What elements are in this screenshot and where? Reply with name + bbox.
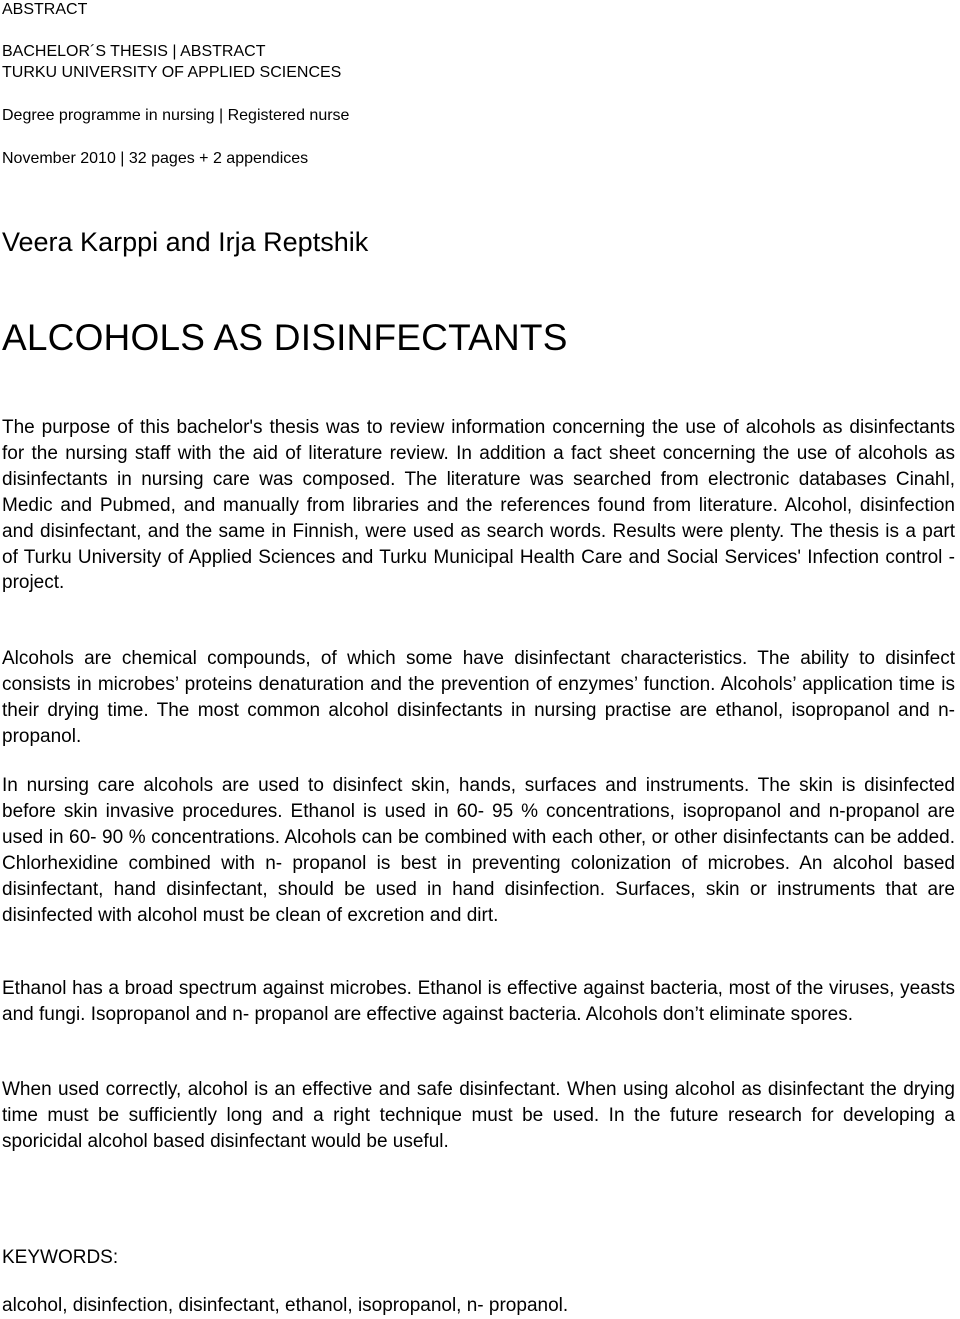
authors: Veera Karppi and Irja Reptshik	[2, 227, 369, 257]
abstract-paragraph-4: Ethanol has a broad spectrum against microbes. Ethanol is effective against bacteria, most of the viruses, yeasts and fungi. Isopropanol and n- propanol are effective against bacteria. Alcohols don’t eliminate spores.	[2, 978, 955, 1025]
top-label: ABSTRACT	[2, 1, 88, 18]
keywords-label: KEYWORDS:	[2, 1247, 119, 1268]
page-title: ALCOHOLS AS DISINFECTANTS	[2, 317, 568, 358]
abstract-paragraph-5: When used correctly, alcohol is an effective and safe disinfectant. When using alcohol as disinfectant the drying time must be sufficiently long and a right technique must be used. In the future research for developing a sporicidal alcohol based disinfectant would be useful.	[2, 1079, 955, 1152]
thesis-type: BACHELOR´S THESIS | ABSTRACT	[2, 43, 266, 60]
date-pages: November 2010 | 32 pages + 2 appendices	[2, 150, 309, 167]
abstract-paragraph-3: In nursing care alcohols are used to disinfect skin, hands, surfaces and instruments. The skin is disinfected before skin invasive procedures. Ethanol is used in 60- 95 % concentrations, isopropanol and n-propanol are used in 60- 90 % concentrations. Alcohols can be combined with each other, or other disinfectants can be added. Chlorhexidine combined with n- propanol is best in preventing colonization of microbes. An alcohol based disinfectant, hand disinfectant, should be used in hand disinfection. Surfaces, skin or instruments that are disinfected with alcohol must be clean of excretion and dirt.	[2, 775, 955, 926]
abstract-paragraph-2: Alcohols are chemical compounds, of which some have disinfectant characteristics. The ability to disinfect consists in microbes’ proteins denaturation and the prevention of enzymes’ function. Alcohols’ application time is their drying time. The most common alcohol disinfectants in nursing practise are ethanol, isopropanol and n- propanol.	[2, 648, 955, 747]
keywords-list: alcohol, disinfection, disinfectant, ethanol, isopropanol, n- propanol.	[2, 1295, 569, 1316]
institution: TURKU UNIVERSITY OF APPLIED SCIENCES	[2, 64, 342, 81]
programme: Degree programme in nursing | Registered nurse	[2, 107, 350, 124]
abstract-paragraph-1: The purpose of this bachelor's thesis was to review information concerning the use of alcohols as disinfectants for the nursing staff with the aid of literature review. In addition a fact sheet concerning the use of alcohols as disinfectants in nursing care was composed. The literature was searched from electronic databases Cinahl, Medic and Pubmed, and manually from libraries and the references found from literature. Alcohol, disinfection and disinfectant, and the same in Finnish, were used as search words. Results were plenty. The thesis is a part of Turku University of Applied Sciences and Turku Municipal Health Care and Social Services' Infection control -project.	[2, 417, 955, 594]
